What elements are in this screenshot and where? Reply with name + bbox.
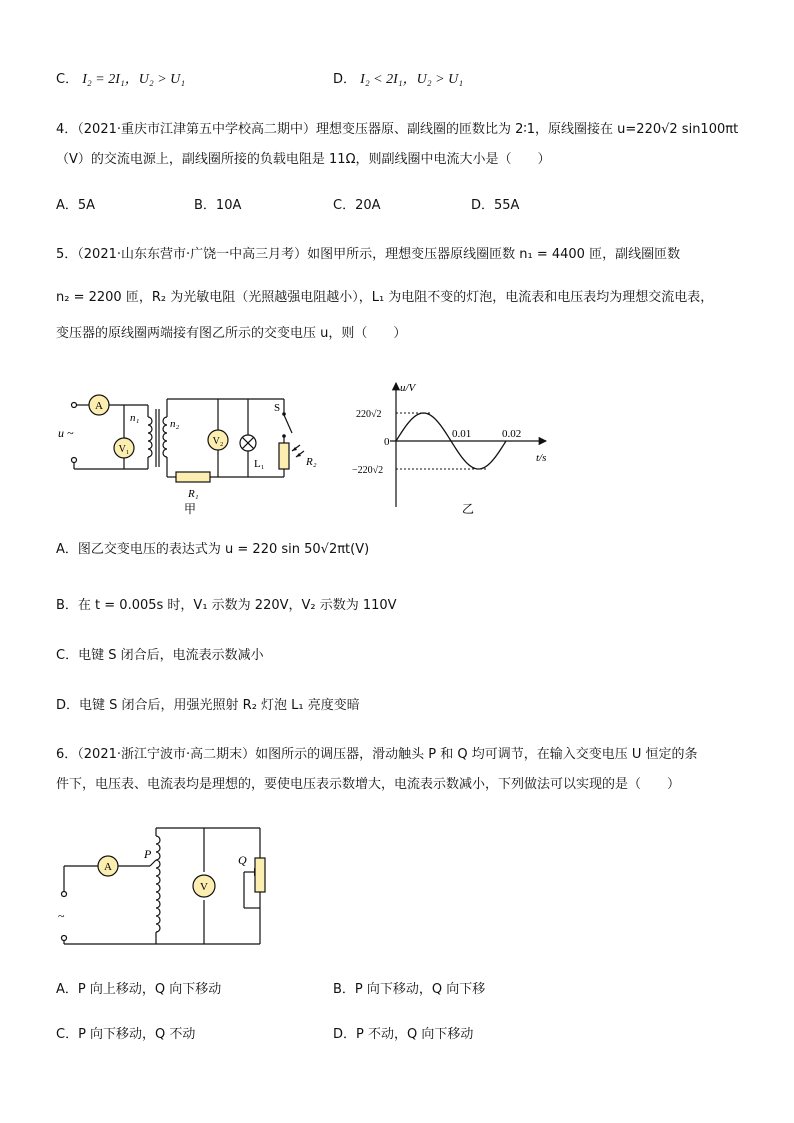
q6-voltmeter-label: V (200, 881, 208, 893)
q6-option-a: A．P 向上移动，Q 向下移动 (56, 982, 222, 997)
jia-v1-label: V₁ (118, 444, 130, 455)
jia-caption: 甲 (184, 502, 197, 516)
jia-lamp-label: L₁ (254, 458, 265, 470)
jia-r2-label: R₂ (306, 456, 317, 468)
jia-n2-label: n₂ (170, 418, 180, 430)
q5-figure-yi (350, 375, 560, 515)
yi-xlabel: t/s (536, 452, 547, 464)
q4-option-a: A．5A (56, 198, 96, 213)
q4-option-d: D．55A (471, 198, 520, 213)
q3-option-c: C． I₂ = 2I₁，U₂ > U₁ (56, 72, 186, 87)
q5-figure-jia (56, 385, 336, 515)
yi-caption: 乙 (462, 502, 475, 516)
yi-ytick-top: 220√2 (356, 409, 382, 420)
jia-n1-label: n₁ (130, 412, 140, 424)
yi-xtick1: 0.01 (452, 428, 472, 440)
jia-v2-label: V₂ (212, 436, 224, 447)
q5-option-c: C．电键 S 闭合后，电流表示数减小 (56, 648, 264, 663)
q6-option-c: C．P 向下移动，Q 不动 (56, 1027, 196, 1042)
q6-ammeter-label: A (104, 861, 112, 873)
q4-option-c: C．20A (333, 198, 381, 213)
q5-stem-line3: 变压器的原线圈两端接有图乙所示的交变电压 u，则（ ） (56, 326, 407, 341)
q3-option-d-text: I₂ < 2I₁，U₂ > U₁ (360, 72, 464, 87)
q6-option-d: D．P 不动，Q 向下移动 (333, 1027, 474, 1042)
q5-option-b: B．在 t = 0.005s 时，V₁ 示数为 220V，V₂ 示数为 110V (56, 598, 397, 613)
q6-p-label: P (144, 847, 152, 861)
q6-stem-line1: 6．（2021·浙江宁波市·高二期末）如图所示的调压器，滑动触头 P 和 Q 均可调节，在输入交变电压 U 恒定的条 (56, 747, 698, 762)
yi-ytick-bottom: −220√2 (352, 465, 384, 476)
yi-xtick2: 0.02 (502, 428, 522, 440)
q4-stem-line1: 4．（2021·重庆市江津第五中学校高二期中）理想变压器原、副线圈的匝数比为 2∶1，原线圈接在 u=220√2 sin100πt (56, 122, 739, 137)
q4-option-b: B．10A (194, 198, 242, 213)
q5-stem-line1: 5．（2021·山东东营市·广饶一中高三月考）如图甲所示，理想变压器原线圈匝数 n₁ = 4400 匝，副线圈匝数 (56, 247, 681, 262)
q6-source-label: ~ (58, 909, 65, 923)
jia-r1-label: R₁ (188, 488, 199, 500)
q3-option-d: D． I₂ < 2I₁，U₂ > U₁ (333, 72, 464, 87)
q3-option-c-text: I₂ = 2I₁，U₂ > U₁ (82, 72, 186, 87)
yi-ylabel: u/V (400, 382, 416, 394)
q6-figure (52, 820, 282, 960)
jia-ammeter-label: A (95, 400, 103, 412)
jia-source-label: u ~ (58, 426, 74, 440)
q5-stem-line2: n₂ = 2200 匝，R₂ 为光敏电阻（光照越强电阻越小），L₁ 为电阻不变的灯泡，电流表和电压表均为理想交流电表， (56, 290, 714, 305)
q6-stem-line2: 件下，电压表、电流表均是理想的，要使电压表示数增大，电流表示数减小，下列做法可以实现的是（ ） (56, 777, 681, 792)
yi-origin: 0 (384, 436, 390, 448)
jia-switch-label: S (274, 402, 281, 414)
q6-option-b: B．P 向下移动，Q 向下移 (333, 982, 486, 997)
q5-option-a: A．图乙交变电压的表达式为 u = 220 sin 50√2πt(V) (56, 542, 370, 557)
q6-q-label: Q (238, 853, 247, 867)
q5-option-d: D．电键 S 闭合后，用强光照射 R₂ 灯泡 L₁ 亮度变暗 (56, 698, 360, 713)
q4-stem-line2: （V）的交流电源上，副线圈所接的负载电阻是 11Ω，则副线圈中电流大小是（ ） (56, 152, 551, 167)
